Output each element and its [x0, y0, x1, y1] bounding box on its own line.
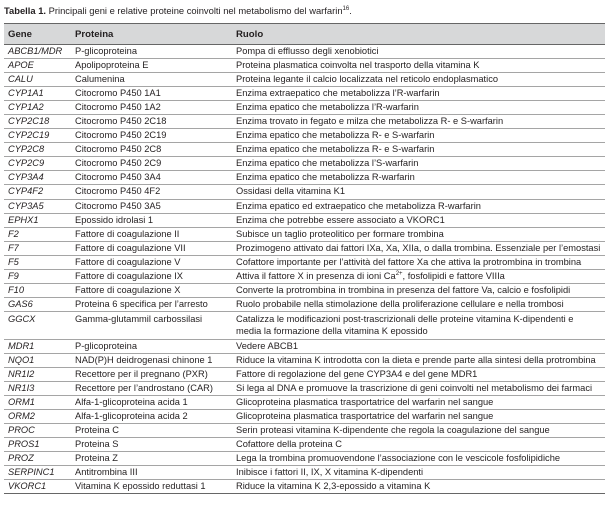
table-row: [4, 101, 605, 115]
table-row: [4, 353, 605, 367]
cell-protein: Recettore per l’androstano (CAR): [71, 382, 232, 396]
cell-role: Proteina legante il calcio localizzata nel reticolo endoplasmatico: [232, 73, 605, 87]
cell-gene: CYP4F2: [4, 185, 71, 199]
cell-role: Enzima epatico che metabolizza R- e S-warfarin: [232, 143, 605, 157]
table-row: [4, 283, 605, 297]
cell-gene: EPHX1: [4, 213, 71, 227]
cell-gene: F9: [4, 269, 71, 283]
genes-table: [4, 23, 605, 494]
table-row: [4, 297, 605, 311]
cell-gene: CALU: [4, 73, 71, 87]
cell-gene: NQO1: [4, 353, 71, 367]
cell-protein: Citocromo P450 3A4: [71, 171, 232, 185]
cell-protein: Alfa-1-glicoproteina acida 1: [71, 396, 232, 410]
cell-protein: Recettore per il pregnano (PXR): [71, 367, 232, 381]
cell-protein: Citocromo P450 3A5: [71, 199, 232, 213]
cell-role: [232, 269, 605, 283]
cell-role: Enzima epatico che metabolizza R-warfarin: [232, 171, 605, 185]
cell-gene: ORM2: [4, 410, 71, 424]
table-row: [4, 396, 605, 410]
table-caption-reference: 16: [342, 5, 350, 12]
cell-gene: PROZ: [4, 452, 71, 466]
table-row: [4, 311, 605, 339]
cell-role: Cofattore della proteina C: [232, 438, 605, 452]
cell-gene: CYP2C9: [4, 157, 71, 171]
cell-protein: Proteina Z: [71, 452, 232, 466]
cell-protein: Apolipoproteina E: [71, 59, 232, 73]
cell-protein: Citocromo P450 1A1: [71, 87, 232, 101]
cell-gene: F5: [4, 255, 71, 269]
table-row: [4, 382, 605, 396]
cell-role-text: , fosfolipidi e fattore VIIIa: [402, 270, 505, 281]
cell-gene: CYP3A5: [4, 199, 71, 213]
cell-protein: Citocromo P450 2C8: [71, 143, 232, 157]
table-row: [4, 480, 605, 494]
table-caption-text: Principali geni e relative proteine coinvolti nel metabolismo del warfarin: [46, 5, 343, 16]
cell-role: Cofattore importante per l’attività del fattore Xa che attiva la protrombina in trombina: [232, 255, 605, 269]
cell-protein: Fattore di coagulazione V: [71, 255, 232, 269]
cell-gene: CYP1A1: [4, 87, 71, 101]
cell-role: Enzima extraepatico che metabolizza l’R-warfarin: [232, 87, 605, 101]
table-row: [4, 143, 605, 157]
table-row: [4, 199, 605, 213]
cell-protein: Citocromo P450 2C9: [71, 157, 232, 171]
cell-role: Pompa di efflusso degli xenobiotici: [232, 45, 605, 59]
table-row: [4, 171, 605, 185]
cell-gene: ABCB1/MDR: [4, 45, 71, 59]
cell-protein: Vitamina K epossido reduttasi 1: [71, 480, 232, 494]
cell-role: Enzima epatico che metabolizza l’R-warfarin: [232, 101, 605, 115]
cell-protein: Antitrombina III: [71, 466, 232, 480]
table-row: [4, 241, 605, 255]
cell-gene: PROC: [4, 424, 71, 438]
cell-gene: F10: [4, 283, 71, 297]
cell-role: Converte la protrombina in trombina in presenza del fattore Va, calcio e fosfolipidi: [232, 283, 605, 297]
cell-role: Enzima epatico che metabolizza R- e S-warfarin: [232, 129, 605, 143]
cell-role: Serin proteasi vitamina K-dipendente che regola la coagulazione del sangue: [232, 424, 605, 438]
table-row: [4, 87, 605, 101]
cell-role: Subisce un taglio proteolitico per formare trombina: [232, 227, 605, 241]
cell-role: Enzima trovato in fegato e milza che metabolizza R- e S-warfarin: [232, 115, 605, 129]
cell-protein: Citocromo P450 2C18: [71, 115, 232, 129]
cell-protein: Alfa-1-glicoproteina acida 2: [71, 410, 232, 424]
cell-gene: MDR1: [4, 339, 71, 353]
cell-gene: F7: [4, 241, 71, 255]
cell-protein: Proteina S: [71, 438, 232, 452]
table-row: [4, 129, 605, 143]
cell-gene: PROS1: [4, 438, 71, 452]
cell-role-text: Attiva il fattore X in presenza di ioni Ca: [236, 270, 396, 281]
cell-protein: NAD(P)H deidrogenasi chinone 1: [71, 353, 232, 367]
cell-gene: CYP3A4: [4, 171, 71, 185]
cell-gene: CYP2C8: [4, 143, 71, 157]
table-body: [4, 45, 605, 494]
table-caption: [4, 5, 605, 18]
table-row: [4, 466, 605, 480]
table-row: [4, 367, 605, 381]
table-row: [4, 438, 605, 452]
cell-gene: GAS6: [4, 297, 71, 311]
cell-gene: NR1I3: [4, 382, 71, 396]
table-row: [4, 255, 605, 269]
cell-protein: Fattore di coagulazione II: [71, 227, 232, 241]
cell-gene: NR1I2: [4, 367, 71, 381]
cell-role: Ossidasi della vitamina K1: [232, 185, 605, 199]
cell-role: Glicoproteina plasmatica trasportatrice del warfarin nel sangue: [232, 410, 605, 424]
cell-role: Enzima epatico che metabolizza l’S-warfarin: [232, 157, 605, 171]
header-role: Ruolo: [232, 24, 605, 45]
cell-role: Fattore di regolazione del gene CYP3A4 e del gene MDR1: [232, 367, 605, 381]
cell-gene: ORM1: [4, 396, 71, 410]
cell-role: Catalizza le modificazioni post-trascrizionali delle proteine vitamina K-dipendenti e media la formazione della vitamina K epossido: [232, 311, 605, 339]
cell-protein: P-glicoproteina: [71, 339, 232, 353]
cell-gene: APOE: [4, 59, 71, 73]
cell-gene: CYP2C19: [4, 129, 71, 143]
cell-gene: GGCX: [4, 311, 71, 339]
cell-protein: Gamma-glutammil carbossilasi: [71, 311, 232, 339]
cell-protein: Proteina 6 specifica per l’arresto: [71, 297, 232, 311]
cell-role: Si lega al DNA e promuove la trascrizione di geni coinvolti nel metabolismo dei farmaci: [232, 382, 605, 396]
table-caption-end: .: [349, 5, 352, 16]
cell-role: Enzima epatico ed extraepatico che metabolizza R-warfarin: [232, 199, 605, 213]
cell-protein: Epossido idrolasi 1: [71, 213, 232, 227]
cell-protein: Fattore di coagulazione IX: [71, 269, 232, 283]
cell-role: Vedere ABCB1: [232, 339, 605, 353]
cell-role: Inibisce i fattori II, IX, X vitamina K-dipendenti: [232, 466, 605, 480]
cell-role: Ruolo probabile nella stimolazione della proliferazione cellulare e nella trombosi: [232, 297, 605, 311]
table-row: [4, 59, 605, 73]
cell-gene: CYP1A2: [4, 101, 71, 115]
table-header: [4, 24, 605, 45]
cell-protein: Fattore di coagulazione VII: [71, 241, 232, 255]
cell-gene: SERPINC1: [4, 466, 71, 480]
cell-protein: Citocromo P450 4F2: [71, 185, 232, 199]
table-row: [4, 213, 605, 227]
cell-gene: F2: [4, 227, 71, 241]
cell-protein: Fattore di coagulazione X: [71, 283, 232, 297]
table-caption-label: Tabella 1.: [4, 5, 47, 16]
table-row: [4, 410, 605, 424]
cell-protein: Proteina C: [71, 424, 232, 438]
table-row: [4, 339, 605, 353]
table-header-row: [4, 24, 605, 45]
table-row: [4, 73, 605, 87]
cell-protein: Citocromo P450 2C19: [71, 129, 232, 143]
table-row: [4, 269, 605, 283]
cell-gene: VKORC1: [4, 480, 71, 494]
table-row: [4, 157, 605, 171]
cell-role: Riduce la vitamina K 2,3-epossido a vitamina K: [232, 480, 605, 494]
header-protein: Proteina: [71, 24, 232, 45]
cell-protein: Citocromo P450 1A2: [71, 101, 232, 115]
cell-role: Enzima che potrebbe essere associato a VKORC1: [232, 213, 605, 227]
table-row: [4, 185, 605, 199]
cell-role: Proteina plasmatica coinvolta nel trasporto della vitamina K: [232, 59, 605, 73]
cell-role: Riduce la vitamina K introdotta con la dieta e prende parte alla sintesi della protrombina: [232, 353, 605, 367]
header-gene: Gene: [4, 24, 71, 45]
cell-gene: CYP2C18: [4, 115, 71, 129]
cell-protein: Calumenina: [71, 73, 232, 87]
cell-role: Glicoproteina plasmatica trasportatrice del warfarin nel sangue: [232, 396, 605, 410]
cell-role-superscript: 2+: [395, 270, 403, 277]
table-row: [4, 115, 605, 129]
cell-protein: P-glicoproteina: [71, 45, 232, 59]
cell-role: Lega la trombina promuovendone l’associazione con le vescicole fosfolipidiche: [232, 452, 605, 466]
table-row: [4, 452, 605, 466]
table-row: [4, 227, 605, 241]
table-row: [4, 424, 605, 438]
table-row: [4, 45, 605, 59]
cell-role: Prozimogeno attivato dai fattori IXa, Xa, XIIa, o dalla trombina. Essenziale per l’emostasi: [232, 241, 605, 255]
